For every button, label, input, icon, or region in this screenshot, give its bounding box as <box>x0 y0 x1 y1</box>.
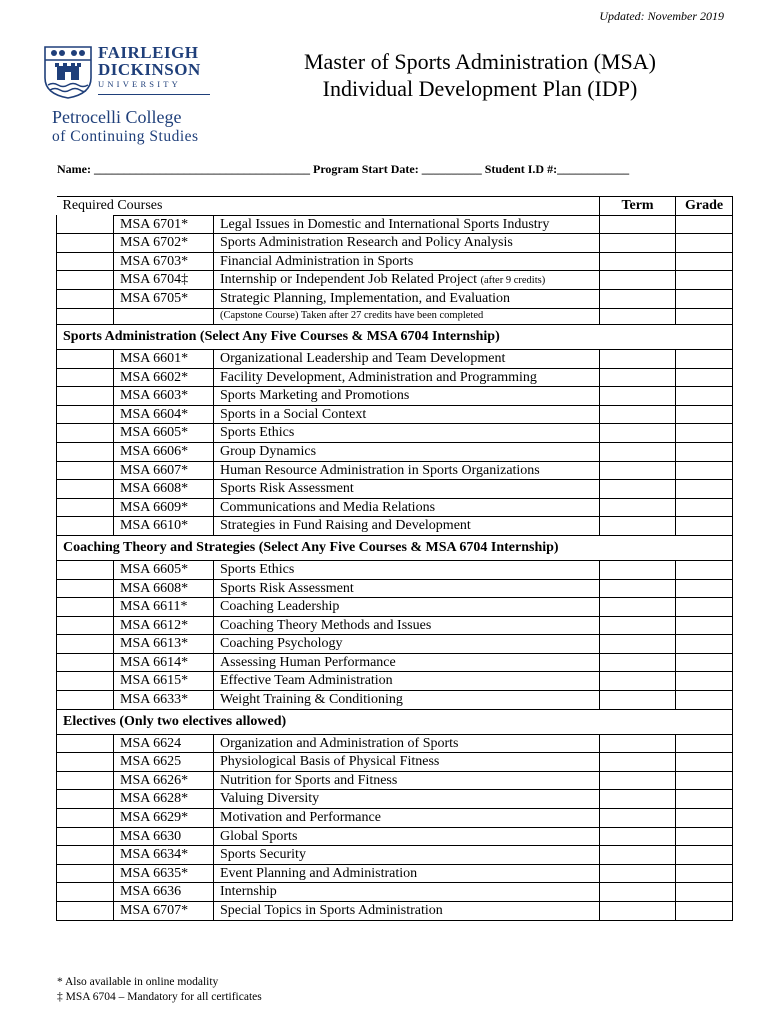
course-row <box>57 846 733 865</box>
course-note: (after 9 credits) <box>480 275 546 287</box>
capstone-note: (Capstone Course) Taken after 27 credits have been completed <box>214 308 600 324</box>
course-name-text: Coaching Psychology <box>220 636 343 652</box>
college-name-line1: Petrocelli College <box>52 107 182 127</box>
course-name-text: Global Sports <box>220 828 298 844</box>
indent-cell <box>57 771 114 790</box>
indent-cell <box>57 672 114 691</box>
course-name <box>214 579 600 598</box>
course-code: MSA 6634* <box>114 846 214 865</box>
course-name-text: Nutrition for Sports and Fitness <box>220 772 398 788</box>
term-cell[interactable] <box>600 498 676 517</box>
course-row <box>57 771 733 790</box>
term-cell[interactable] <box>600 653 676 672</box>
section-header-row <box>57 197 733 216</box>
course-row <box>57 883 733 902</box>
course-name <box>214 598 600 617</box>
term-cell[interactable] <box>600 271 676 290</box>
grade-header: Grade <box>676 197 733 216</box>
grade-cell[interactable] <box>676 387 733 406</box>
indent-cell <box>57 271 114 290</box>
term-cell[interactable] <box>600 809 676 828</box>
grade-cell[interactable] <box>676 827 733 846</box>
course-name-text: Financial Administration in Sports <box>220 253 414 269</box>
course-name-text: Sports Marketing and Promotions <box>220 388 410 404</box>
course-name-text: Sports Risk Assessment <box>220 481 354 497</box>
grade-cell[interactable] <box>676 790 733 809</box>
course-name-text: Legal Issues in Domestic and International Sports Industry <box>220 216 550 232</box>
course-row <box>57 349 733 368</box>
grade-cell[interactable] <box>676 271 733 290</box>
course-name-text: Internship <box>220 884 277 900</box>
grade-cell[interactable] <box>676 691 733 710</box>
term-cell[interactable] <box>600 635 676 654</box>
term-cell[interactable] <box>600 368 676 387</box>
course-name <box>214 560 600 579</box>
grade-cell[interactable] <box>676 864 733 883</box>
course-code: MSA 6705* <box>114 290 214 309</box>
term-cell[interactable] <box>600 827 676 846</box>
college-name <box>52 107 199 147</box>
course-code: MSA 6612* <box>114 616 214 635</box>
course-row <box>57 790 733 809</box>
course-name <box>214 790 600 809</box>
indent-cell <box>57 616 114 635</box>
section-header-row <box>57 535 733 560</box>
course-name-text: Organization and Administration of Sports <box>220 735 459 751</box>
course-name <box>214 517 600 536</box>
term-header: Term <box>600 197 676 216</box>
indent-cell <box>57 753 114 772</box>
grade-cell[interactable] <box>676 598 733 617</box>
term-cell[interactable] <box>600 753 676 772</box>
course-name-text: Sports Administration Research and Policy Analysis <box>220 235 513 251</box>
course-name <box>214 498 600 517</box>
course-name <box>214 771 600 790</box>
capstone-note-row <box>57 308 733 324</box>
course-row <box>57 902 733 921</box>
term-cell[interactable] <box>600 598 676 617</box>
course-code: MSA 6610* <box>114 517 214 536</box>
term-cell[interactable] <box>600 734 676 753</box>
grade-cell[interactable] <box>676 635 733 654</box>
term-cell[interactable] <box>600 252 676 271</box>
course-name <box>214 215 600 234</box>
indent-cell <box>57 442 114 461</box>
course-name-text: Coaching Leadership <box>220 599 340 615</box>
course-name-text: Internship or Independent Job Related Project <box>220 272 477 288</box>
course-name <box>214 809 600 828</box>
course-name-text: Sports Ethics <box>220 561 295 577</box>
course-name <box>214 290 600 309</box>
indent-cell <box>57 809 114 828</box>
course-name-text: Group Dynamics <box>220 443 317 459</box>
course-code: MSA 6613* <box>114 635 214 654</box>
grade-cell[interactable] <box>676 579 733 598</box>
indent-cell <box>57 846 114 865</box>
code-cell-empty <box>114 308 214 324</box>
term-cell[interactable] <box>600 480 676 499</box>
course-name <box>214 368 600 387</box>
term-cell[interactable] <box>600 234 676 253</box>
term-cell[interactable] <box>600 215 676 234</box>
course-code: MSA 6615* <box>114 672 214 691</box>
updated-date: Updated: November 2019 <box>599 9 724 23</box>
indent-cell <box>57 405 114 424</box>
indent-cell <box>57 827 114 846</box>
course-code: MSA 6606* <box>114 442 214 461</box>
course-name-text: Assessing Human Performance <box>220 654 396 670</box>
term-cell[interactable] <box>600 691 676 710</box>
university-name-line3: UNIVERSITY <box>98 79 181 89</box>
university-logo <box>42 44 214 148</box>
logo-divider <box>98 94 210 95</box>
course-name-text: Human Resource Administration in Sports Organizations <box>220 462 540 478</box>
course-name-text: Special Topics in Sports Administration <box>220 903 443 918</box>
course-row <box>57 734 733 753</box>
grade-cell[interactable] <box>676 480 733 499</box>
section-title: Required Courses <box>57 197 600 216</box>
course-row <box>57 290 733 309</box>
course-name <box>214 461 600 480</box>
university-name-line2: DICKINSON <box>98 60 201 79</box>
indent-cell <box>57 498 114 517</box>
course-row <box>57 442 733 461</box>
course-name-text: Strategies in Fund Raising and Development <box>220 518 471 534</box>
term-cell[interactable] <box>600 405 676 424</box>
college-name-line2: of Continuing Studies <box>52 128 199 145</box>
term-cell[interactable] <box>600 790 676 809</box>
indent-cell <box>57 517 114 536</box>
course-name <box>214 387 600 406</box>
indent-cell <box>57 790 114 809</box>
term-cell[interactable] <box>600 290 676 309</box>
course-code: MSA 6611* <box>114 598 214 617</box>
grade-cell[interactable] <box>676 734 733 753</box>
grade-cell[interactable] <box>676 405 733 424</box>
course-code: MSA 6609* <box>114 498 214 517</box>
term-cell[interactable] <box>600 349 676 368</box>
course-name-text: Sports in a Social Context <box>220 406 367 422</box>
course-row <box>57 517 733 536</box>
grade-cell[interactable] <box>676 252 733 271</box>
course-name <box>214 424 600 443</box>
grade-cell[interactable] <box>676 883 733 902</box>
university-name-line1: FAIRLEIGH <box>98 43 199 62</box>
course-code: MSA 6624 <box>114 734 214 753</box>
indent-cell <box>57 461 114 480</box>
course-row <box>57 864 733 883</box>
indent-cell <box>57 252 114 271</box>
course-code: MSA 6628* <box>114 790 214 809</box>
course-name-text: Strategic Planning, Implementation, and Evaluation <box>220 291 511 307</box>
course-code: MSA 6604* <box>114 405 214 424</box>
grade-cell[interactable] <box>676 560 733 579</box>
course-code: MSA 6605* <box>114 560 214 579</box>
course-name-text: Valuing Diversity <box>220 791 320 807</box>
grade-cell[interactable] <box>676 442 733 461</box>
course-name <box>214 234 600 253</box>
course-name <box>214 271 600 290</box>
term-cell[interactable] <box>600 424 676 443</box>
term-cell[interactable] <box>600 560 676 579</box>
section-header-row <box>57 709 733 734</box>
course-code: MSA 6636 <box>114 883 214 902</box>
footnotes <box>57 975 262 1005</box>
course-code: MSA 6630 <box>114 827 214 846</box>
section-title: Sports Administration (Select Any Five Courses & MSA 6704 Internship) <box>57 324 733 349</box>
indent-cell <box>57 215 114 234</box>
term-cell[interactable] <box>600 442 676 461</box>
term-cell[interactable] <box>600 517 676 536</box>
term-cell[interactable] <box>600 771 676 790</box>
grade-cell[interactable] <box>676 349 733 368</box>
course-row <box>57 234 733 253</box>
course-code: MSA 6602* <box>114 368 214 387</box>
course-name-text: Communications and Media Relations <box>220 499 436 515</box>
course-name <box>214 480 600 499</box>
course-name-text: Sports Risk Assessment <box>220 580 354 596</box>
indent-cell <box>57 424 114 443</box>
grade-cell[interactable] <box>676 308 733 324</box>
indent-cell <box>57 480 114 499</box>
term-cell[interactable] <box>600 902 676 921</box>
grade-cell[interactable] <box>676 809 733 828</box>
indent-cell <box>57 308 114 324</box>
course-name <box>214 883 600 902</box>
term-cell[interactable] <box>600 672 676 691</box>
course-row <box>57 368 733 387</box>
grade-cell[interactable] <box>676 653 733 672</box>
footnote-mandatory: ‡ MSA 6704 – Mandatory for all certificates <box>57 991 262 1003</box>
course-name <box>214 349 600 368</box>
indent-cell <box>57 349 114 368</box>
grade-cell[interactable] <box>676 753 733 772</box>
course-name-text: Sports Security <box>220 847 306 863</box>
term-cell[interactable] <box>600 461 676 480</box>
university-name <box>98 44 201 90</box>
footnote-online: * Also available in online modality <box>57 976 219 988</box>
grade-cell[interactable] <box>676 616 733 635</box>
course-code: MSA 6614* <box>114 653 214 672</box>
indent-cell <box>57 387 114 406</box>
indent-cell <box>57 234 114 253</box>
grade-cell[interactable] <box>676 424 733 443</box>
term-cell[interactable] <box>600 846 676 865</box>
grade-cell[interactable] <box>676 234 733 253</box>
course-name <box>214 442 600 461</box>
course-code: MSA 6703* <box>114 252 214 271</box>
course-code: MSA 6707* <box>114 902 214 921</box>
indent-cell <box>57 691 114 710</box>
course-name <box>214 672 600 691</box>
course-row <box>57 498 733 517</box>
course-name <box>214 405 600 424</box>
term-cell[interactable] <box>600 308 676 324</box>
grade-cell[interactable] <box>676 771 733 790</box>
course-row <box>57 560 733 579</box>
course-row <box>57 252 733 271</box>
course-name <box>214 691 600 710</box>
course-name <box>214 846 600 865</box>
section-header-row <box>57 324 733 349</box>
course-plan-table <box>56 196 733 921</box>
course-code: MSA 6603* <box>114 387 214 406</box>
course-name <box>214 827 600 846</box>
course-name <box>214 616 600 635</box>
course-code: MSA 6608* <box>114 579 214 598</box>
course-name-text: Motivation and Performance <box>220 810 381 826</box>
course-row <box>57 461 733 480</box>
student-info-fields: Name: ____________________________________ Program Start Date: __________ Student I.D #:____________ <box>57 162 630 176</box>
course-code: MSA 6625 <box>114 753 214 772</box>
indent-cell <box>57 368 114 387</box>
course-code: MSA 6704‡ <box>114 271 214 290</box>
course-name-text: Weight Training & Conditioning <box>220 692 403 708</box>
course-row <box>57 672 733 691</box>
course-row <box>57 691 733 710</box>
document-title <box>250 48 710 102</box>
course-code: MSA 6607* <box>114 461 214 480</box>
term-cell[interactable] <box>600 579 676 598</box>
term-cell[interactable] <box>600 883 676 902</box>
course-row <box>57 809 733 828</box>
university-crest-icon <box>42 44 94 100</box>
course-code: MSA 6605* <box>114 424 214 443</box>
course-row <box>57 653 733 672</box>
grade-cell[interactable] <box>676 517 733 536</box>
course-name <box>214 252 600 271</box>
course-name <box>214 902 600 921</box>
course-name-text: Sports Ethics <box>220 425 295 441</box>
grade-cell[interactable] <box>676 368 733 387</box>
indent-cell <box>57 883 114 902</box>
course-row <box>57 480 733 499</box>
course-code: MSA 6635* <box>114 864 214 883</box>
course-name-text: Event Planning and Administration <box>220 865 418 881</box>
course-code: MSA 6701* <box>114 215 214 234</box>
course-row <box>57 635 733 654</box>
section-title: Coaching Theory and Strategies (Select Any Five Courses & MSA 6704 Internship) <box>57 535 733 560</box>
course-row <box>57 753 733 772</box>
section-title: Electives (Only two electives allowed) <box>57 709 733 734</box>
course-row <box>57 405 733 424</box>
indent-cell <box>57 864 114 883</box>
indent-cell <box>57 902 114 921</box>
indent-cell <box>57 653 114 672</box>
course-name-text: Organizational Leadership and Team Development <box>220 350 506 366</box>
course-name-text: Effective Team Administration <box>220 673 393 689</box>
course-code: MSA 6626* <box>114 771 214 790</box>
grade-cell[interactable] <box>676 461 733 480</box>
title-line1: Master of Sports Administration (MSA) <box>304 49 656 74</box>
course-name-text: Facility Development, Administration and Programming <box>220 369 537 385</box>
course-row <box>57 424 733 443</box>
course-name-text: Coaching Theory Methods and Issues <box>220 617 432 633</box>
course-name <box>214 653 600 672</box>
course-name-text: Physiological Basis of Physical Fitness <box>220 754 440 770</box>
term-cell[interactable] <box>600 387 676 406</box>
course-code: MSA 6629* <box>114 809 214 828</box>
course-row <box>57 598 733 617</box>
term-cell[interactable] <box>600 864 676 883</box>
course-row <box>57 616 733 635</box>
course-code: MSA 6601* <box>114 349 214 368</box>
course-row <box>57 579 733 598</box>
grade-cell[interactable] <box>676 902 733 921</box>
title-line2: Individual Development Plan (IDP) <box>322 76 638 101</box>
course-row <box>57 215 733 234</box>
grade-cell[interactable] <box>676 215 733 234</box>
course-row <box>57 827 733 846</box>
indent-cell <box>57 290 114 309</box>
course-name <box>214 753 600 772</box>
indent-cell <box>57 635 114 654</box>
course-name <box>214 635 600 654</box>
grade-cell[interactable] <box>676 846 733 865</box>
indent-cell <box>57 579 114 598</box>
course-code: MSA 6608* <box>114 480 214 499</box>
indent-cell <box>57 598 114 617</box>
course-name <box>214 864 600 883</box>
term-cell[interactable] <box>600 616 676 635</box>
course-name <box>214 734 600 753</box>
course-code: MSA 6702* <box>114 234 214 253</box>
course-code: MSA 6633* <box>114 691 214 710</box>
indent-cell <box>57 734 114 753</box>
grade-cell[interactable] <box>676 290 733 309</box>
course-row <box>57 387 733 406</box>
grade-cell[interactable] <box>676 498 733 517</box>
course-row <box>57 271 733 290</box>
grade-cell[interactable] <box>676 672 733 691</box>
indent-cell <box>57 560 114 579</box>
